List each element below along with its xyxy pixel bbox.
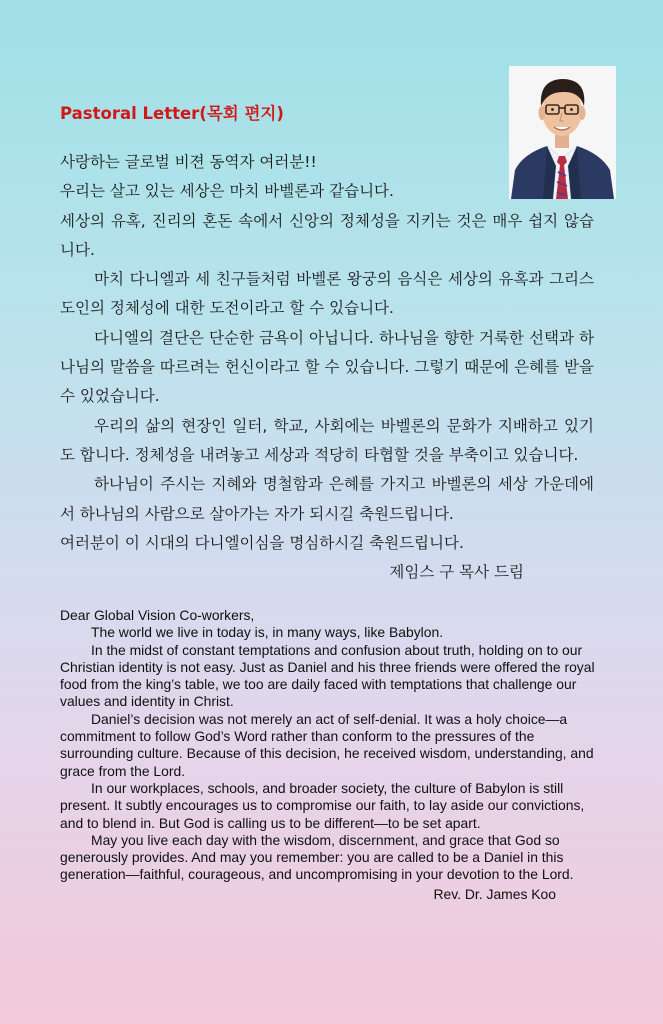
- english-letter: [60, 607, 608, 903]
- korean-paragraph: 우리의 삶의 현장인 일터, 학교, 사회에는 바벨론의 문화가 지배하고 있기도 합니다. 정체성을 내려놓고 세상과 적당히 타협할 것을 부축이고 있습니다.: [60, 416, 594, 464]
- english-signature: Rev. Dr. James Koo: [433, 885, 556, 902]
- english-paragraph: Daniel’s decision was not merely an act of self-denial. It was a holy choice—a commitment to follow God’s Word rather than conform to the pressures of the surrounding culture. Because of this decision, he received wisdom, understanding, and grace from the Lord.: [60, 710, 594, 779]
- english-paragraph: In the midst of constant temptations and confusion about truth, holding on to our Christian identity is not easy. Just as Daniel and his three friends were offered the royal food from the king’s table, we too are daily faced with temptations that challenge our values and identity in Christ.: [60, 641, 595, 710]
- korean-intro-line: 우리는 살고 있는 세상은 마치 바벨론과 같습니다.: [60, 182, 394, 201]
- english-paragraph: In our workplaces, schools, and broader society, the culture of Babylon is still present. It subtly encourages us to compromise our faith, to lay aside our convictions, and to blend in. But God is calling us to be different—to be set apart.: [60, 779, 585, 831]
- korean-letter: [60, 148, 594, 587]
- korean-paragraph: 마치 다니엘과 세 친구들처럼 바벨론 왕궁의 음식은 세상의 유혹과 그리스도인의 정체성에 대한 도전이라고 할 수 있습니다.: [60, 270, 594, 318]
- english-paragraph: The world we live in today is, in many ways, like Babylon.: [91, 624, 444, 641]
- korean-paragraph: 다니엘의 결단은 단순한 금욕이 아닙니다. 하나님을 향한 거룩한 선택과 하나님의 말씀을 따르려는 헌신이라고 할 수 있습니다. 그렇기 때문에 은혜를 받을 수 있었습니다.: [60, 328, 594, 406]
- english-paragraph: May you live each day with the wisdom, discernment, and grace that God so generously provides. And may you remember: you are called to be a Daniel in this generation—faithful, courageous, and uncompromising in your devotion to the Lord.: [60, 831, 574, 883]
- korean-signature: 제임스 구 목사 드림: [389, 563, 524, 582]
- page-title: Pastoral Letter(목회 편지): [60, 104, 284, 123]
- english-greeting: Dear Global Vision Co-workers,: [60, 607, 255, 623]
- korean-closing: 여러분이 이 시대의 다니엘이심을 명심하시길 축원드립니다.: [60, 533, 464, 552]
- korean-intro-line: 세상의 유혹, 진리의 혼돈 속에서 신앙의 정체성을 지키는 것은 매우 쉽지 않습니다.: [60, 211, 594, 259]
- korean-paragraph: 하나님이 주시는 지혜와 명철함과 은혜를 가지고 바벨론의 세상 가운데에서 하나님의 사람으로 살아가는 자가 되시길 축원드립니다.: [60, 475, 594, 523]
- korean-greeting: 사랑하는 글로벌 비젼 동역자 여러분!!: [60, 153, 317, 171]
